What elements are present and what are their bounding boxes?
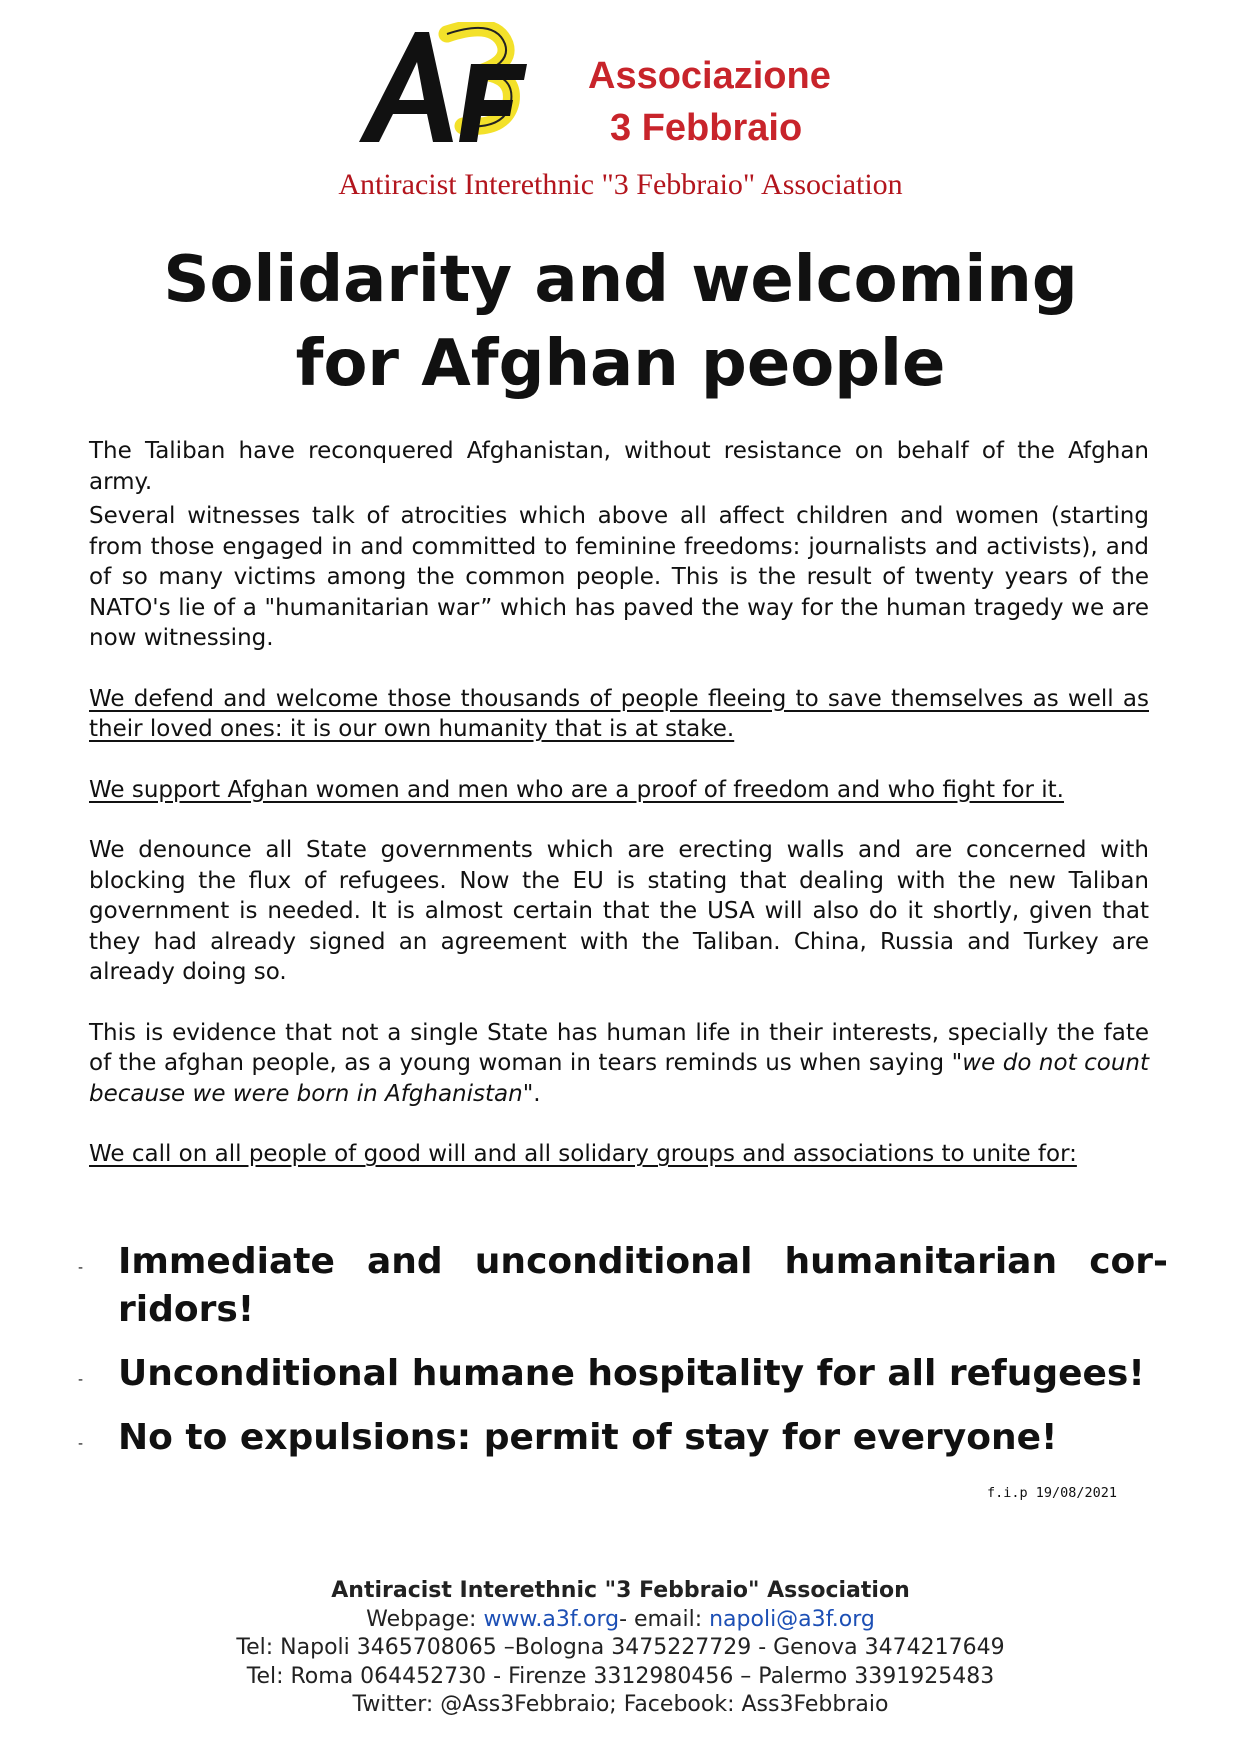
quote-italic: we do not count because we were born in Afghanistan xyxy=(89,1050,1150,1107)
paragraph-witnesses: Several witnesses talk of atrocities which above all affect children and women (starting from those engaged in and committed to feminine freedoms: journalists and activists), and of so many victims among the common people. This is the result of twenty years of the NATO's lie of a "humanitarian war” which has paved the way for the human tragedy we are now witnessing. xyxy=(89,503,1149,651)
email-link[interactable]: napoli@a3f.org xyxy=(709,1606,875,1632)
logo-header xyxy=(355,22,895,157)
demand-text: Immediate and unconditional humanitarian corridors! xyxy=(118,1241,1168,1330)
webpage-link[interactable]: www.a3f.org xyxy=(483,1606,620,1632)
association-name-line1: Associazione xyxy=(588,55,831,97)
paragraph-call-to-action: We call on all people of good will and all solidary groups and associations to unite for: xyxy=(89,1141,1077,1167)
association-subtitle: Antiracist Interethnic "3 Febbraio" Association xyxy=(338,168,903,201)
page-title-line1: Solidarity and welcoming xyxy=(163,243,1078,317)
email-label: - email: xyxy=(619,1606,710,1632)
footer-tel-line-1: Tel: Napoli 3465708065 –Bologna 3475227729 - Genova 3474217649 xyxy=(236,1635,1005,1660)
page-title-line2: for Afghan people xyxy=(295,327,946,401)
footer-tel-line-2: Tel: Roma 064452730 - Firenze 3312980456 – Palermo 3391925483 xyxy=(246,1663,995,1689)
a3f-logo-icon xyxy=(355,22,535,147)
footer-web-line xyxy=(0,1606,1241,1635)
bullet-dash: - xyxy=(78,1260,84,1276)
association-name-line2: 3 Febbraio xyxy=(610,107,803,149)
footer-title: Antiracist Interethnic "3 Febbraio" Association xyxy=(331,1578,910,1603)
footer-contacts xyxy=(0,1577,1241,1720)
bullet-dash: - xyxy=(78,1436,84,1452)
paragraph-defend: We defend and welcome those thousands of people fleeing to save themselves as well as their loved ones: it is our own humanity that is at stake. xyxy=(89,685,1149,742)
paragraph-denounce: We denounce all State governments which are erecting walls and are concerned with blocking the flux of refugees. Now the EU is stating that dealing with the new Taliban government is needed. It is almost certain that the USA will also do it shortly, given that they had already signed an agreement with the Taliban. China, Russia and Turkey are already doing so. xyxy=(89,837,1149,985)
paragraph-taliban: The Taliban have reconquered Afghanistan, without resistance on behalf of the Afghan army. xyxy=(89,438,1149,495)
association-name xyxy=(588,50,831,154)
demand-text: Unconditional humane hospitality for all refugees! xyxy=(118,1353,1145,1394)
webpage-label: Webpage: xyxy=(366,1606,484,1632)
footer-social-line: Twitter: @Ass3Febbraio; Facebook: Ass3Febbraio xyxy=(352,1692,889,1717)
body-text xyxy=(89,436,1149,1170)
paragraph-support: We support Afghan women and men who are a proof of freedom and who fight for it. xyxy=(89,776,1064,803)
demands-list xyxy=(78,1238,1168,1478)
bullet-dash: - xyxy=(78,1372,84,1388)
signature-date: f.i.p 19/08/2021 xyxy=(986,1485,1117,1501)
demand-item xyxy=(78,1238,1168,1334)
demand-text: No to expulsions: permit of stay for everyone! xyxy=(118,1417,1058,1458)
paragraph-evidence: This is evidence that not a single State has human life in their interests, specially the fate of the afghan people, as a young woman in tears reminds us when saying "we do not count because we were born in Afghanistan". xyxy=(89,1019,1150,1107)
demand-item xyxy=(78,1414,1168,1462)
page-title xyxy=(0,238,1241,406)
demand-item xyxy=(78,1350,1168,1398)
